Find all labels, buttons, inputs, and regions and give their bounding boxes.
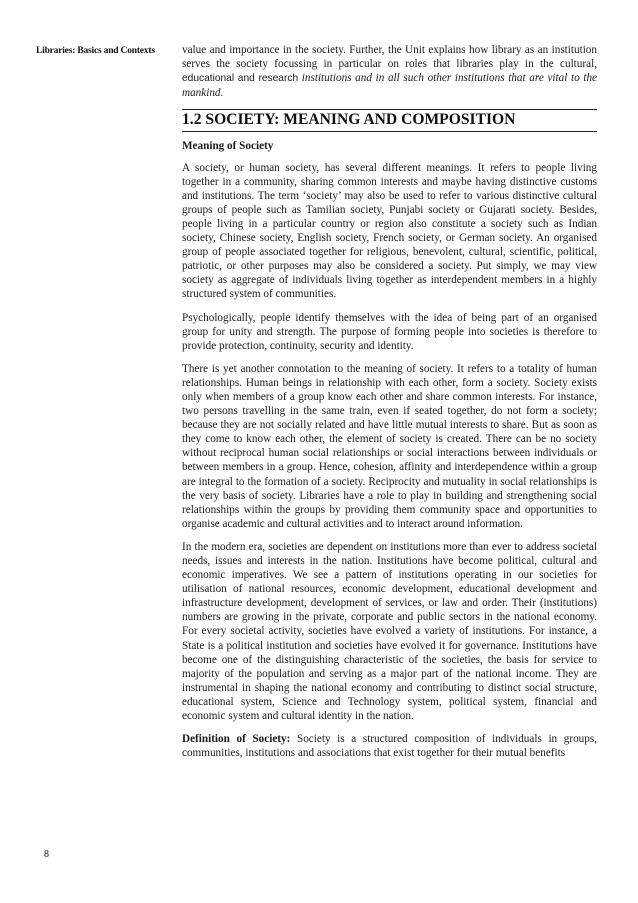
body-paragraph: A society, or human society, has several different meanings. It refers to people living together in a community, sharing common interests and maybe having distinctive customs and institutions. The term ‘society’ may also be used to refer to various distinctive cultural groups of people such as Tamilian society, Punjabi society or Gujarati society. Besides, people living in a particular country or region also constitute a society such as Indian society, Chinese society, English society, French society, or German society. An organised group of people associated together for religious, benevolent, cultural, scientific, political, patriotic, or other purposes may also be considered a society. Put simply, we may view society as aggregate of individuals living together as interdependent members in a highly structured system of communities. — [182, 161, 597, 301]
intro-italic-run: institutions and in all such other institutions that are vital to the mankind. — [182, 72, 597, 100]
intro-text: value and importance in the society. Further, the Unit explains how library as an institution serves the society focussing in particular on roles that libraries play in the cultural, — [182, 44, 597, 71]
section-heading: 1.2 SOCIETY: MEANING AND COMPOSITION — [182, 111, 516, 129]
definition-paragraph — [182, 732, 597, 760]
intro-paragraph — [182, 43, 597, 100]
main-content — [182, 43, 597, 769]
body-paragraph: Psychologically, people identify themselves with the idea of being part of an organised group for unity and strength. The purpose of forming people into societies is therefore to provide protection, continuity, security and identity. — [182, 311, 597, 352]
running-header: Libraries: Basics and Contexts — [36, 46, 155, 56]
definition-text: Society is a structured composition of individuals in groups, communities, institutions and associations that exist together for their mutual benefits — [182, 733, 598, 760]
heading-rule-bottom — [182, 131, 597, 132]
subheading: Meaning of Society — [182, 140, 274, 153]
body-paragraph: In the modern era, societies are dependent on institutions more than ever to address societal needs, issues and interests in the nation. Institutions have become political, cultural and economic imperatives. We see a pattern of institutions operating in our societies for utilisation of national resources, economic development, educational development and infrastructure development, development of services, or law and order. Their (institutions) numbers are growing in the private, corporate and public sectors in the national economy. For every societal activity, societies have evolved a variety of institutions. For instance, a State is a political institution and societies have evolved it for governance. Institutions have become one of the distinguishing characteristic of the societies, the basis for service to majority of the population and serving as a major part of the national income. They are instrumental in shaping the national economy and contributing to distinct social structure, educational system, Science and Technology system, political system, financial and economic system and cultural identity in the nation. — [182, 540, 597, 723]
definition-label: Definition of Society: — [182, 733, 291, 746]
body-paragraph: There is yet another connotation to the meaning of society. It refers to a totality of human relationships. Human beings in relationship with each other, form a society. Society exists only when members of a group know each other and share common interests. For instance, two persons travelling in the same train, even if seated together, do not form a society; because they are not socially related and have little mutual interests to share. But as soon as they come to know each other, the element of society is created. There can be no society without reciprocal human social relationships or social interactions between individuals or between members in a group. Hence, cohesion, affinity and interdependence within a group are integral to the formation of a society. Reciprocity and mutuality in social relationships is the very basis of society. Libraries have a role to play in building and strengthening social relationships within the groups by providing them community space and opportunities to organise academic and cultural activities and to interact around information. — [182, 362, 597, 530]
intro-sans-run: educational and research — [182, 73, 299, 85]
page-number: 8 — [44, 849, 49, 860]
